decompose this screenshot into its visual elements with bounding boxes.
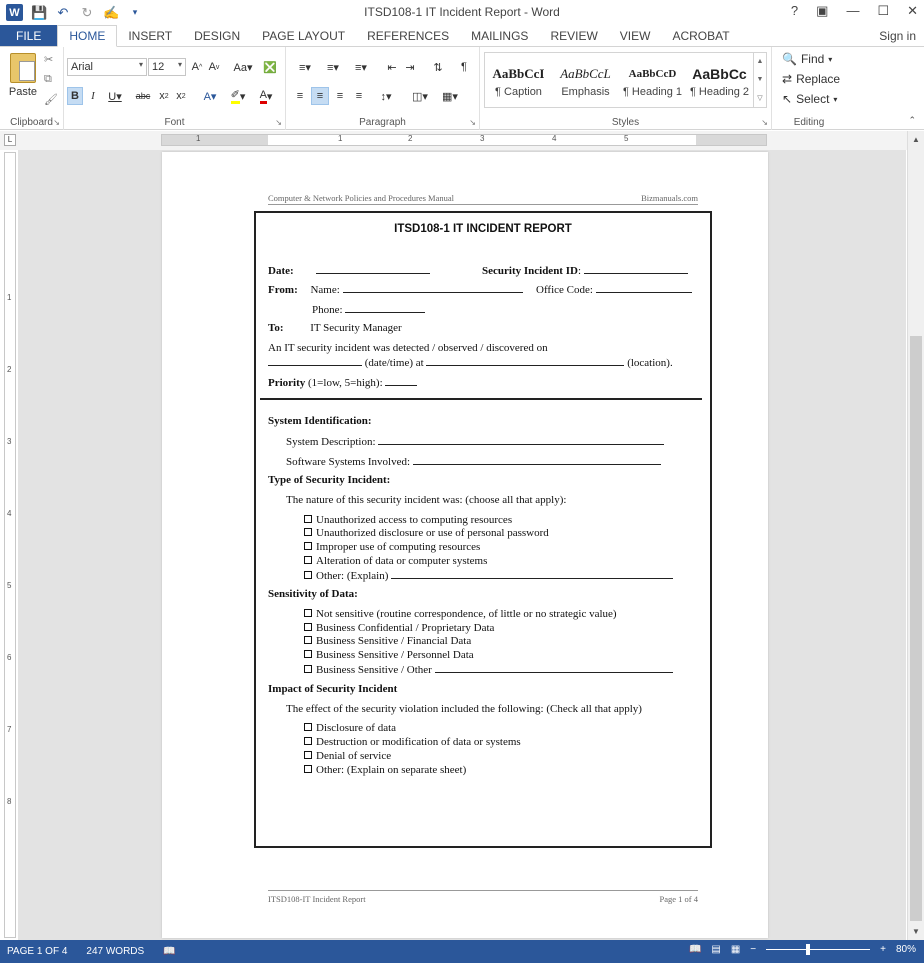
impact-option[interactable] <box>304 736 521 748</box>
phone-row <box>312 303 425 316</box>
datetime-field[interactable] <box>268 356 362 366</box>
change-case-icon[interactable]: Aa▾ <box>233 61 253 74</box>
ruler-right-margin <box>696 135 766 145</box>
type-option[interactable] <box>304 541 480 553</box>
checkbox-icon[interactable] <box>304 528 312 536</box>
paste-icon <box>10 53 36 83</box>
document-area <box>18 150 906 940</box>
type-option[interactable] <box>304 569 673 582</box>
style-sample: AaBbCcI <box>492 66 545 81</box>
ruler-tick: 2 <box>408 134 413 143</box>
minimize-icon[interactable]: — <box>846 3 860 18</box>
sort-icon[interactable]: ⇅ <box>433 61 443 74</box>
style-sample: AaBbCcL <box>560 66 611 81</box>
scroll-down-icon[interactable]: ▼ <box>912 927 920 936</box>
font-name-value: Arial <box>71 61 94 73</box>
font-group <box>64 47 286 130</box>
web-layout-icon[interactable]: ▦ <box>730 944 741 955</box>
checkbox-icon[interactable] <box>304 723 312 731</box>
sensitivity-option[interactable] <box>304 663 673 676</box>
sensitivity-heading: Sensitivity of Data: <box>268 588 358 600</box>
status-right <box>689 944 916 955</box>
clipboard-group <box>0 47 64 130</box>
date-row <box>268 264 430 277</box>
ruler-tick: 4 <box>7 509 12 518</box>
tab-file[interactable]: FILE <box>0 25 57 47</box>
ruler-tick: 6 <box>7 653 12 662</box>
close-icon[interactable]: ✕ <box>907 3 918 18</box>
vertical-scrollbar[interactable] <box>907 131 924 940</box>
align-center-icon[interactable]: ≡ <box>311 87 329 105</box>
editing-group-label: Editing <box>793 117 825 128</box>
impact-option[interactable] <box>304 750 391 762</box>
help-icon[interactable]: ? <box>790 3 799 18</box>
select-label: Select <box>796 92 830 106</box>
quick-access-toolbar <box>0 4 143 21</box>
checkbox-icon[interactable] <box>304 623 312 631</box>
paste-button[interactable] <box>6 53 40 107</box>
ruler-tick: 1 <box>7 293 12 302</box>
system-desc-label: System Description: <box>286 436 376 448</box>
option-label: Business Confidential / Proprietary Data <box>316 622 495 634</box>
style-sample: AaBbCcD <box>628 68 677 80</box>
font-group-label: Font <box>164 117 185 128</box>
paragraph-launcher-icon[interactable]: ↘ <box>469 118 476 127</box>
system-desc-row <box>286 435 664 448</box>
copy-icon[interactable]: ⧉ <box>44 73 52 85</box>
text-effects-icon[interactable]: A▾ <box>203 90 217 103</box>
chevron-down-icon: ▾ <box>138 60 143 69</box>
increase-indent-icon[interactable]: ⇥ <box>405 61 415 74</box>
chevron-down-icon: ▾ <box>828 54 833 64</box>
office-code-row <box>536 283 692 296</box>
styles-group-label: Styles <box>611 117 640 128</box>
from-row <box>268 283 523 296</box>
chevron-up-icon[interactable]: ▲ <box>756 58 764 66</box>
replace-icon: ⇄ <box>782 72 793 86</box>
underline-icon[interactable]: U▾ <box>108 90 122 103</box>
font-size-value: 12 <box>152 61 165 73</box>
clipboard-launcher-icon[interactable]: ↘ <box>53 118 60 127</box>
strikethrough-icon[interactable]: abc <box>135 91 151 101</box>
datetime-location-row <box>268 356 673 369</box>
sensitivity-option[interactable] <box>304 649 474 661</box>
form-title: ITSD108-1 IT INCIDENT REPORT <box>394 223 572 235</box>
priority-row <box>268 376 417 389</box>
type-option[interactable] <box>304 555 487 567</box>
software-field[interactable] <box>413 455 661 465</box>
option-label: Unauthorized access to computing resources <box>316 514 513 526</box>
ruler-tick: 1 <box>196 134 201 143</box>
checkbox-icon[interactable] <box>304 650 312 658</box>
page-header <box>268 193 698 205</box>
align-right-icon[interactable]: ≡ <box>336 90 344 102</box>
tab-home[interactable]: HOME <box>57 25 117 47</box>
tab-selector-icon[interactable]: L <box>4 134 16 146</box>
location-label: (location). <box>627 357 673 369</box>
align-left-icon[interactable]: ≡ <box>296 90 304 102</box>
tab-insert[interactable]: INSERT <box>128 29 173 43</box>
clipboard-group-label: Clipboard <box>10 117 53 128</box>
system-id-heading: System Identification: <box>268 415 372 427</box>
line-spacing-icon[interactable]: ↕▾ <box>380 90 392 103</box>
software-row <box>286 455 661 468</box>
section-divider <box>260 398 702 400</box>
superscript-icon[interactable]: x 2 <box>176 90 186 102</box>
tab-page-layout[interactable]: PAGE LAYOUT <box>262 29 346 43</box>
checkbox-icon[interactable] <box>304 542 312 550</box>
type-heading: Type of Security Incident: <box>268 474 391 486</box>
option-label: Disclosure of data <box>316 722 397 734</box>
ribbon-tabs <box>0 25 924 47</box>
option-label: Other: (Explain on separate sheet) <box>316 764 467 776</box>
option-label: Not sensitive (routine correspondence, of little or no strategic value) <box>316 608 617 620</box>
scrollbar-thumb[interactable] <box>910 336 922 921</box>
software-label: Software Systems Involved: <box>286 456 411 468</box>
chevron-down-icon: ▾ <box>833 94 838 104</box>
sensitivity-other-field[interactable] <box>435 663 673 673</box>
header-right-text: Bizmanuals.com <box>641 193 698 203</box>
window-controls <box>791 3 918 19</box>
option-label: Business Sensitive / Other <box>316 664 432 676</box>
chevron-down-icon: ▾ <box>177 60 182 69</box>
title-bar <box>0 0 924 25</box>
more-styles-icon[interactable]: ▽ <box>757 94 763 102</box>
option-label: Denial of service <box>316 750 392 762</box>
header-left-text: Computer & Network Policies and Procedures Manual <box>268 193 455 203</box>
name-label: Name: <box>310 284 340 296</box>
ruler-tick: 1 <box>338 134 343 143</box>
office-code-label: Office Code: <box>536 284 593 296</box>
checkbox-icon[interactable] <box>304 765 312 773</box>
grow-font-icon[interactable]: A ^ <box>191 61 203 73</box>
customize-qat-icon[interactable]: ▾ <box>132 7 138 17</box>
status-bar <box>0 940 924 963</box>
option-label: Business Sensitive / Financial Data <box>316 635 472 647</box>
tab-mailings[interactable]: MAILINGS <box>471 29 529 43</box>
option-label: Unauthorized disclosure or use of personal password <box>316 527 549 539</box>
impact-heading: Impact of Security Incident <box>268 683 398 695</box>
type-intro: The nature of this security incident was: (choose all that apply): <box>286 494 567 506</box>
zoom-slider-thumb[interactable] <box>806 944 810 955</box>
checkbox-icon[interactable] <box>304 751 312 759</box>
ruler-row <box>0 131 924 150</box>
style-name: ¶ Heading 2 <box>689 86 750 98</box>
style-name: Emphasis <box>561 86 610 98</box>
zoom-out-icon[interactable]: − <box>750 944 757 955</box>
option-label: Improper use of computing resources <box>316 541 481 553</box>
to-label: To: <box>268 322 284 334</box>
multilevel-list-icon[interactable]: ≡▾ <box>355 61 367 74</box>
option-label: Alteration of data or computer systems <box>316 555 488 567</box>
office-code-field[interactable] <box>596 283 692 293</box>
datetime-label: (date/time) at <box>364 357 424 369</box>
impact-option[interactable] <box>304 764 466 776</box>
ruler-tick: 7 <box>7 725 12 734</box>
zoom-in-icon[interactable]: + <box>880 944 886 955</box>
touch-mode-icon[interactable]: ✍ <box>103 4 120 20</box>
collapse-ribbon-icon[interactable]: ⌃ <box>908 115 916 125</box>
highlight-icon[interactable]: ✐ ▾ <box>230 89 246 103</box>
zoom-slider[interactable] <box>766 949 870 950</box>
styles-gallery <box>484 52 754 108</box>
page-footer <box>268 890 698 904</box>
checkbox-icon[interactable] <box>304 571 312 579</box>
find-label: Find <box>800 52 825 66</box>
sign-in-link[interactable]: Sign in <box>879 29 916 43</box>
tab-view[interactable]: VIEW <box>619 29 651 43</box>
ruler-tick: 5 <box>624 134 629 143</box>
date-label: Date: <box>268 265 294 277</box>
styles-launcher-icon[interactable]: ↘ <box>761 118 768 127</box>
ruler-left-margin <box>162 135 268 145</box>
ruler-tick: 8 <box>7 797 12 806</box>
ruler-tick: 2 <box>7 365 12 374</box>
checkbox-icon[interactable] <box>304 665 312 673</box>
numbering-icon[interactable]: ≡▾ <box>327 61 339 74</box>
italic-icon[interactable]: I <box>91 90 95 102</box>
font-color-icon[interactable]: A ▾ <box>259 88 273 103</box>
styles-gallery-scroll[interactable] <box>754 52 767 108</box>
security-id-row: Security Incident ID: <box>482 264 688 277</box>
sensitivity-option[interactable] <box>304 622 494 634</box>
type-other-field[interactable] <box>391 569 673 579</box>
priority-label: Priority <box>268 377 306 389</box>
justify-icon[interactable]: ≡ <box>355 90 363 102</box>
option-label: Other: (Explain) <box>316 570 389 582</box>
replace-label: Replace <box>796 72 841 86</box>
footer-right-text: Page 1 of 4 <box>659 894 698 904</box>
tab-design[interactable]: DESIGN <box>194 29 241 43</box>
location-field[interactable] <box>426 356 624 366</box>
checkbox-icon[interactable] <box>304 515 312 523</box>
subscript-icon[interactable]: x 2 <box>159 90 169 102</box>
checkbox-icon[interactable] <box>304 609 312 617</box>
replace-button[interactable] <box>782 72 840 86</box>
find-button[interactable] <box>782 52 832 66</box>
undo-icon[interactable]: ↶ <box>57 4 69 20</box>
tab-acrobat[interactable]: ACROBAT <box>672 29 730 43</box>
proofing-icon[interactable]: 📖 <box>163 946 176 957</box>
scroll-up-icon[interactable]: ▲ <box>912 135 920 144</box>
detected-line: An IT security incident was detected / observed / discovered on <box>268 342 548 354</box>
to-row <box>268 322 402 334</box>
from-label: From: <box>268 284 298 296</box>
type-option[interactable] <box>304 527 549 539</box>
paste-label: Paste <box>8 86 38 98</box>
sensitivity-option[interactable] <box>304 635 471 647</box>
decrease-indent-icon[interactable]: ⇤ <box>387 61 397 74</box>
bold-icon[interactable]: B <box>67 87 83 105</box>
incident-form <box>254 211 712 848</box>
style-sample: AaBbCc <box>692 66 747 82</box>
style-name: ¶ Caption <box>495 86 542 98</box>
save-icon[interactable]: 💾 <box>31 4 48 20</box>
horizontal-ruler[interactable] <box>161 134 767 146</box>
style-emphasis[interactable] <box>552 53 619 107</box>
impact-intro: The effect of the security violation included the following: (Check all that apply) <box>286 703 642 715</box>
chevron-down-icon[interactable]: ▼ <box>756 75 764 83</box>
font-name-combo[interactable] <box>67 58 147 76</box>
shading-icon[interactable]: ◫▾ <box>412 90 428 103</box>
checkbox-icon[interactable] <box>304 636 312 644</box>
font-launcher-icon[interactable]: ↘ <box>275 118 282 127</box>
maximize-icon[interactable]: ☐ <box>877 3 890 18</box>
phone-label: Phone: <box>312 304 343 316</box>
zoom-level[interactable]: 80% <box>895 944 916 955</box>
type-option[interactable] <box>304 514 512 526</box>
redo-icon[interactable]: ↻ <box>81 4 93 20</box>
footer-left-text: ITSD108-IT Incident Report <box>268 894 366 904</box>
tab-references[interactable]: REFERENCES <box>367 29 450 43</box>
ribbon-display-icon[interactable]: ▣ <box>816 3 829 18</box>
cut-icon[interactable]: ✂ <box>44 54 54 66</box>
checkbox-icon[interactable] <box>304 737 312 745</box>
window-title: ITSD108-1 IT Incident Report - Word <box>364 5 560 19</box>
paragraph-group <box>286 47 480 130</box>
impact-option[interactable] <box>304 722 396 734</box>
show-formatting-icon[interactable]: ¶ <box>461 61 467 73</box>
binoculars-icon: 🔍 <box>782 52 797 66</box>
shrink-font-icon[interactable]: A v <box>208 61 220 73</box>
ruler-tick: 4 <box>552 134 557 143</box>
priority-field[interactable] <box>385 376 417 386</box>
security-id-label: Security Incident ID <box>482 265 578 277</box>
cursor-icon: ↖ <box>782 92 793 106</box>
checkbox-icon[interactable] <box>304 556 312 564</box>
style-heading-2[interactable] <box>686 53 753 107</box>
option-label: Business Sensitive / Personnel Data <box>316 649 474 661</box>
bullets-icon[interactable]: ≡▾ <box>299 61 311 74</box>
tab-review[interactable]: REVIEW <box>550 29 598 43</box>
borders-icon[interactable]: ▦▾ <box>442 90 458 103</box>
security-id-field[interactable] <box>584 264 688 274</box>
style-heading-1[interactable] <box>619 53 686 107</box>
ruler-tick: 3 <box>480 134 485 143</box>
word-app-icon[interactable]: W <box>6 4 23 21</box>
select-button[interactable] <box>782 92 837 106</box>
date-field[interactable] <box>316 264 430 274</box>
system-desc-field[interactable] <box>378 435 664 445</box>
sensitivity-option[interactable] <box>304 608 617 620</box>
name-field[interactable] <box>343 283 523 293</box>
paragraph-group-label: Paragraph <box>359 117 406 128</box>
word-count[interactable]: 247 WORDS <box>86 946 145 957</box>
vertical-ruler[interactable] <box>4 152 16 938</box>
ruler-tick: 3 <box>7 437 12 446</box>
page-count[interactable]: PAGE 1 OF 4 <box>7 946 68 957</box>
ruler-tick: 5 <box>7 581 12 590</box>
print-layout-icon[interactable]: ▤ <box>711 944 721 955</box>
style-caption[interactable] <box>485 53 552 107</box>
priority-scale: (1=low, 5=high): <box>308 377 383 389</box>
format-painter-icon[interactable]: 🖌 <box>44 94 58 106</box>
ribbon <box>0 46 924 130</box>
phone-field[interactable] <box>345 303 425 313</box>
document-page[interactable] <box>162 152 768 938</box>
clear-formatting-icon[interactable]: ❎ <box>263 61 277 74</box>
read-mode-icon[interactable]: 📖 <box>688 944 702 955</box>
style-name: ¶ Heading 1 <box>622 86 683 98</box>
option-label: Destruction or modification of data or systems <box>316 736 521 748</box>
font-size-combo[interactable] <box>148 58 186 76</box>
to-value: IT Security Manager <box>310 322 402 334</box>
